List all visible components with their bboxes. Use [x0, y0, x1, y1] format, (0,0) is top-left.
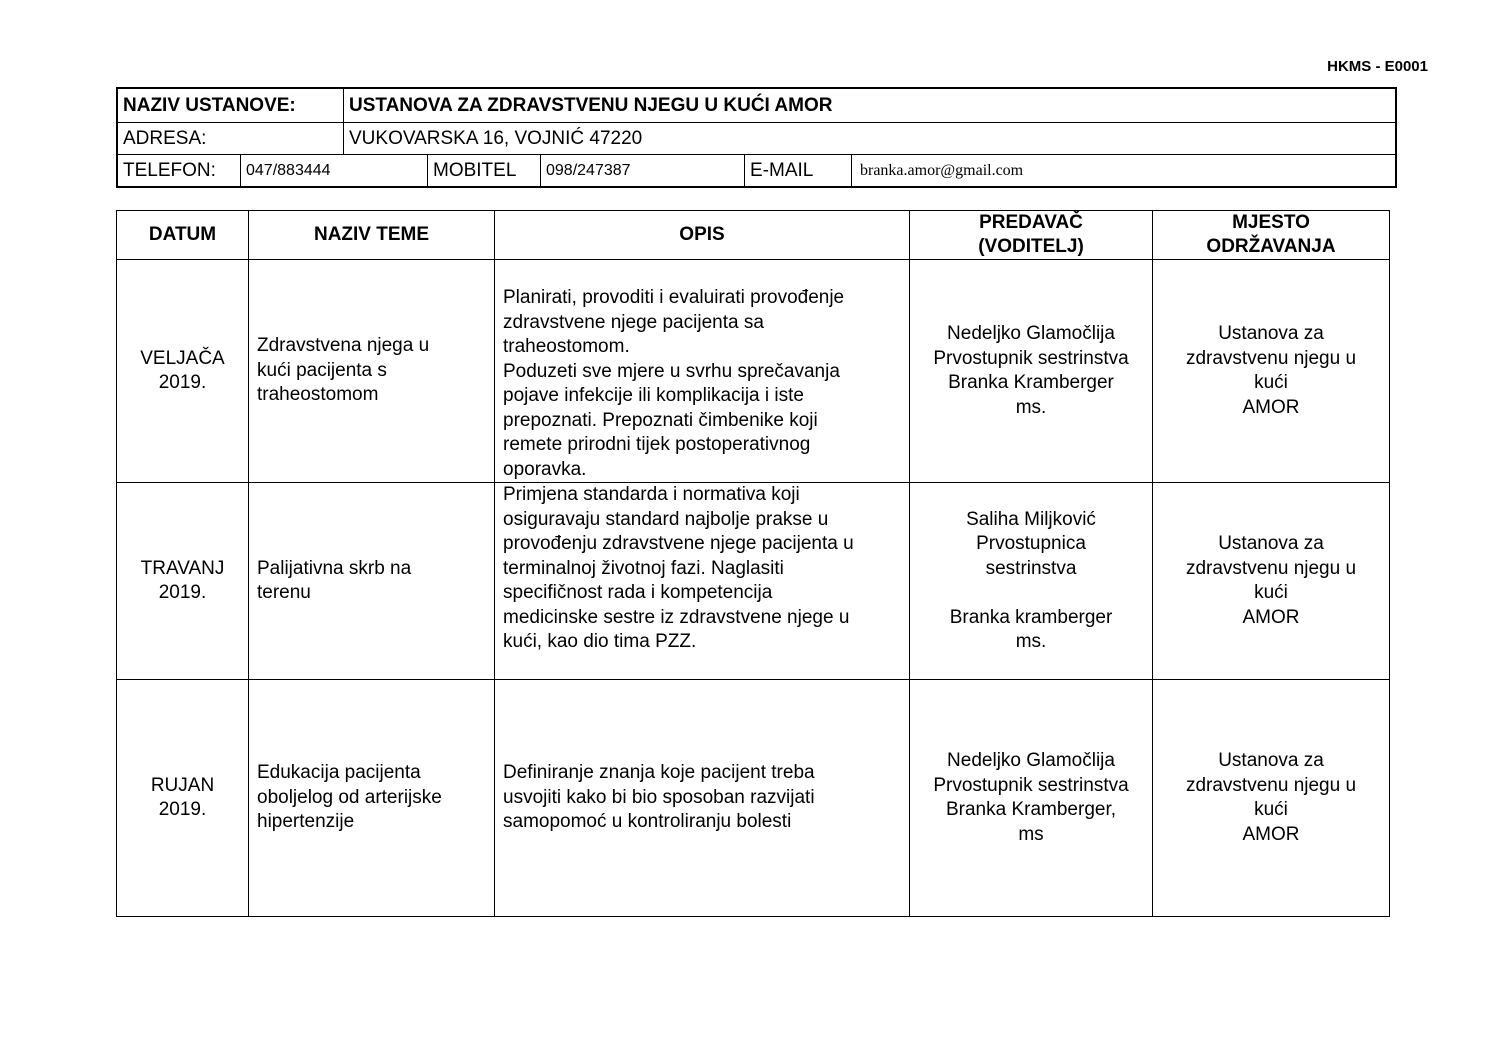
cell-datum: RUJAN 2019. [117, 680, 249, 917]
telefon-value: 047/883444 [240, 155, 427, 186]
table-row [117, 260, 1390, 483]
institution-info-table [116, 87, 1397, 188]
email-label: E-MAIL [744, 155, 851, 186]
header-datum: DATUM [117, 211, 249, 260]
adresa-value: VUKOVARSKA 16, VOJNIĆ 47220 [343, 123, 1395, 154]
table-row [117, 483, 1390, 680]
header-predavac: PREDAVAČ (VODITELJ) [910, 211, 1153, 260]
mobitel-value: 098/247387 [540, 155, 744, 186]
cell-opis: Planirati, provoditi i evaluirati provođenje zdravstvene njege pacijenta sa traheostomom. Poduzeti sve mjere u svrhu sprečavanja pojave infekcije ili komplikacija i iste prepoznati. Prepoznati čimbenike koji remete prirodni tijek postoperativnog oporavka. [495, 260, 910, 483]
cell-mjesto: Ustanova za zdravstvenu njegu u kući AMOR [1153, 260, 1390, 483]
cell-datum: VELJAČA 2019. [117, 260, 249, 483]
cell-tema: Palijativna skrb na terenu [249, 483, 495, 680]
cell-tema: Edukacija pacijenta oboljelog od arterijske hipertenzije [249, 680, 495, 917]
info-row-naziv [118, 89, 1395, 122]
header-opis: OPIS [495, 211, 910, 260]
cell-mjesto: Ustanova za zdravstvenu njegu u kući AMOR [1153, 483, 1390, 680]
mobitel-label: MOBITEL [427, 155, 540, 186]
naziv-value: USTANOVA ZA ZDRAVSTVENU NJEGU U KUĆI AMOR [343, 89, 1395, 122]
cell-datum: TRAVANJ 2019. [117, 483, 249, 680]
cell-opis: Definiranje znanja koje pacijent treba usvojiti kako bi bio sposoban razvijati samopomoć u kontroliranju bolesti [495, 680, 910, 917]
telefon-label: TELEFON: [123, 159, 216, 181]
table-row [117, 680, 1390, 917]
education-schedule-table [116, 210, 1390, 917]
cell-tema: Zdravstvena njega u kući pacijenta s traheostomom [249, 260, 495, 483]
document-code: HKMS - E0001 [1327, 58, 1428, 75]
cell-opis: Primjena standarda i normativa koji osiguravaju standard najbolje prakse u provođenju zdravstvene njege pacijenta u terminalnoj životnoj fazi. Naglasiti specifičnost rada i kompetencija medicinske sestre iz zdravstvene njege u kući, kao dio tima PZZ. [495, 483, 910, 680]
adresa-label: ADRESA: [123, 127, 207, 149]
cell-predavac: Saliha Miljković Prvostupnica sestrinstva Branka kramberger ms. [910, 483, 1153, 680]
info-row-contact [118, 154, 1395, 186]
naziv-label: NAZIV USTANOVE: [123, 94, 296, 116]
email-value: branka.amor@gmail.com [851, 155, 1395, 186]
header-mjesto: MJESTO ODRŽAVANJA [1153, 211, 1390, 260]
table-header-row [117, 211, 1390, 260]
cell-predavac: Nedeljko Glamočlija Prvostupnik sestrinstva Branka Kramberger, ms [910, 680, 1153, 917]
cell-mjesto: Ustanova za zdravstvenu njegu u kući AMOR [1153, 680, 1390, 917]
info-row-adresa [118, 122, 1395, 154]
header-naziv-teme: NAZIV TEME [249, 211, 495, 260]
cell-predavac: Nedeljko Glamočlija Prvostupnik sestrinstva Branka Kramberger ms. [910, 260, 1153, 483]
